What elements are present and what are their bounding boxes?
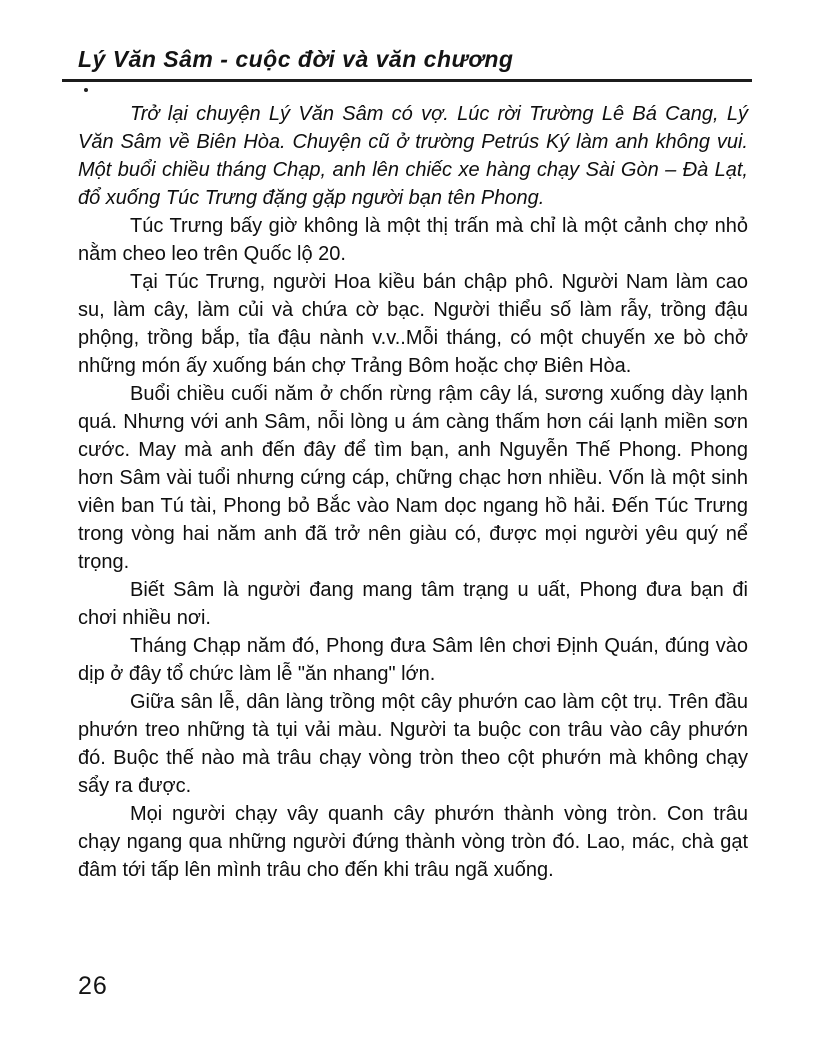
body-text <box>78 100 748 884</box>
running-header: Lý Văn Sâm - cuộc đời và văn chương <box>62 46 752 82</box>
paragraph: Túc Trưng bấy giờ không là một thị trấn mà chỉ là một cảnh chợ nhỏ nằm cheo leo trên Quốc lộ 20. <box>78 215 748 265</box>
paragraph: Tại Túc Trưng, người Hoa kiều bán chập phô. Người Nam làm cao su, làm cây, làm củi và chứa cờ bạc. Người thiểu số làm rẫy, trồng đậu phộng, trồng bắp, tỉa đậu nành v.v..Mỗi tháng, có một chuyến xe bò chở những món ấy xuống bán chợ Trảng Bôm hoặc chợ Biên Hòa. <box>78 271 748 377</box>
paragraph: Trở lại chuyện Lý Văn Sâm có vợ. Lúc rời Trường Lê Bá Cang, Lý Văn Sâm về Biên Hòa. Chuyện cũ ở trường Petrús Ký làm anh không vui. Một buổi chiều tháng Chạp, anh lên chiếc xe hàng chạy Sài Gòn – Đà Lạt, đổ xuống Túc Trưng đặng gặp người bạn tên Phong. <box>78 103 748 209</box>
paragraph: Biết Sâm là người đang mang tâm trạng u uất, Phong đưa bạn đi chơi nhiều nơi. <box>78 579 748 629</box>
paragraph: Buổi chiều cuối năm ở chốn rừng rậm cây lá, sương xuống dày lạnh quá. Nhưng với anh Sâm, nỗi lòng u ám càng thấm hơn cái lạnh miền sơn cước. May mà anh đến đây để tìm bạn, anh Nguyễn Thế Phong. Phong hơn Sâm vài tuổi nhưng cứng cáp, chững chạc hơn nhiều. Vốn là một sinh viên ban Tú tài, Phong bỏ Bắc vào Nam dọc ngang hồ hải. Đến Túc Trưng trong vòng hai năm anh đã trở nên giàu có, được mọi người yêu quý nể trọng. <box>78 383 748 573</box>
paragraph: Mọi người chạy vây quanh cây phướn thành vòng tròn. Con trâu chạy ngang qua những người đứng thành vòng tròn đó. Lao, mác, chà gạt đâm tới tấp lên mình trâu cho đến khi trâu ngã xuống. <box>78 803 748 881</box>
page-number: 26 <box>78 972 108 1000</box>
scan-speck <box>84 88 88 92</box>
paragraph: Tháng Chạp năm đó, Phong đưa Sâm lên chơi Định Quán, đúng vào dịp ở đây tổ chức làm lễ "ăn nhang" lớn. <box>78 635 748 685</box>
paragraph: Giữa sân lễ, dân làng trồng một cây phướn cao làm cột trụ. Trên đầu phướn treo những tà tụi vải màu. Người ta buộc con trâu vào cây phướn đó. Buộc thế nào mà trâu chạy vòng tròn theo cột phướn mà không chạy sẩy ra được. <box>78 691 748 797</box>
